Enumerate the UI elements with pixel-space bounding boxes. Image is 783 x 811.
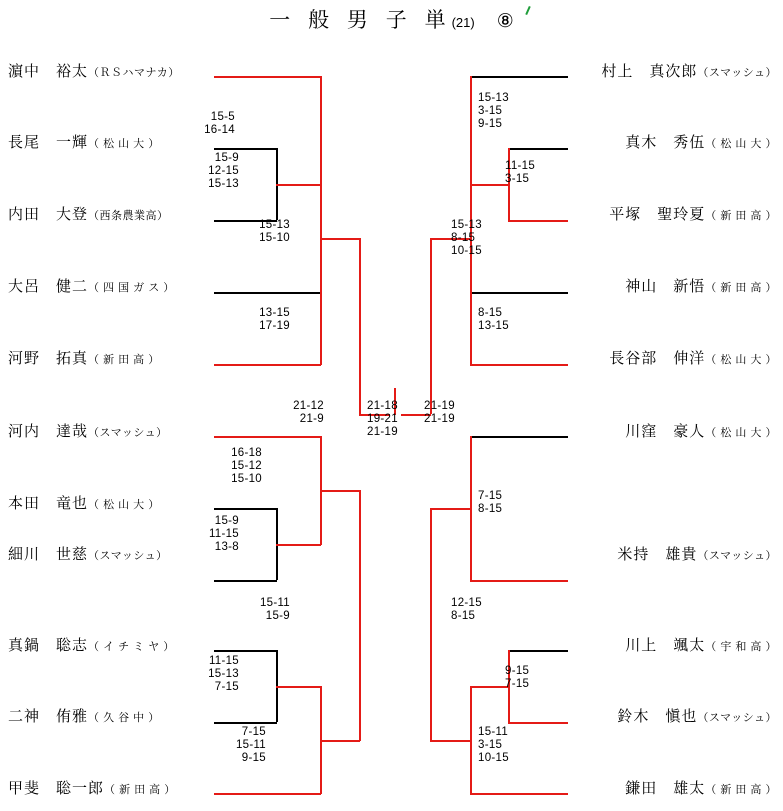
player-name: 甲斐 聡一郎 [8,780,105,797]
bracket-line [214,650,277,652]
score-line: 15-13 [451,219,482,231]
score-line: 3-15 [505,173,530,185]
score-line: 10-15 [451,245,482,257]
list-item [617,543,777,564]
score-line: 15-9 [214,152,239,164]
player-name: 細川 世慈 [8,546,89,563]
bracket-line [470,436,568,438]
match-score [478,726,509,765]
score-line: 7-15 [478,490,503,502]
bracket-line [214,436,321,438]
bracket-line [214,722,277,724]
list-item [625,420,777,441]
player-club: （ 四 国 ガ ス ） [88,282,175,294]
score-line: 9-15 [505,665,530,677]
score-line: 15-10 [259,232,290,244]
player-club: （ 新 田 高 ） [705,210,777,222]
list-item [8,60,180,81]
player-name: 長尾 一輝 [8,134,89,151]
bracket-line [470,76,568,78]
player-club: （ 宇 和 高 ） [705,641,777,653]
bracket-line [320,238,360,240]
score-line: 15-9 [214,515,239,527]
player-name: 鈴木 愼也 [617,708,698,725]
bracket-line [214,76,321,78]
bracket-line [359,490,361,741]
match-score [478,490,502,516]
score-line: 21-9 [299,413,324,425]
list-item [609,347,777,368]
score-line: 16-18 [231,447,262,459]
match-score [478,307,509,333]
match-score [505,665,529,691]
match-score [179,655,239,694]
player-club: （ 新 田 高 ） [104,784,176,796]
page-badge: ⑧ [496,11,514,32]
bracket-line [508,148,568,150]
player-name: 河野 拓真 [8,350,89,367]
player-club: （西条農業高） [88,210,169,222]
bracket-line [276,686,321,688]
bracket-line [470,184,509,186]
score-line: 11-15 [505,160,536,172]
match-score [264,400,324,426]
score-line: 8-15 [478,307,503,319]
bracket-line [214,508,277,510]
score-line: 9-15 [241,752,266,764]
list-item [8,420,168,441]
player-club: （ 松 山 大 ） [88,138,160,150]
list-item [8,492,160,513]
score-line: 10-15 [478,752,509,764]
player-name: 村上 真次郎 [601,63,698,80]
bracket-line [276,544,321,546]
list-item [625,634,777,655]
bracket-line [508,722,568,724]
player-name: 鎌田 雄太 [625,780,706,797]
score-line: 15-13 [259,219,290,231]
bracket-line [470,580,568,582]
score-line: 8-15 [451,610,476,622]
score-line: 3-15 [478,105,503,117]
bracket-line [214,292,321,294]
bracket-line [508,650,568,652]
player-name: 濵中 裕太 [8,63,89,80]
bracket-line [214,148,277,150]
player-club: （ 新 田 高 ） [705,282,777,294]
score-line: 8-15 [451,232,476,244]
score-line: 15-10 [231,473,262,485]
page-title [0,4,783,34]
match-score [230,307,290,333]
bracket-line [470,292,568,294]
score-line: 21-12 [293,400,324,412]
list-item [8,131,160,152]
match-score [230,597,290,623]
match-score [505,160,535,186]
score-line: 21-19 [424,413,455,425]
player-club: （ 新 田 高 ） [88,354,160,366]
bracket-line [470,686,509,688]
list-item [8,705,160,726]
bracket-line [430,238,432,414]
player-name: 米持 雄貴 [617,546,698,563]
list-item [8,275,175,296]
match-score [179,515,239,554]
list-item [8,543,168,564]
list-item [617,705,777,726]
score-line: 15-13 [208,668,239,680]
bracket-line [430,508,432,741]
player-name: 大呂 健二 [8,278,89,295]
match-score [451,219,482,258]
score-line: 9-15 [478,118,503,130]
bracket-line [214,793,321,795]
bracket-line [276,184,321,186]
player-club: （ＲＳハマナカ） [88,67,180,79]
score-line: 15-11 [235,739,266,751]
score-line: 15-9 [265,610,290,622]
match-score [451,597,482,623]
list-item [8,634,175,655]
player-club: （ 新 田 高 ） [705,784,777,796]
match-score [424,400,455,426]
match-score [202,447,262,486]
score-line: 15-5 [210,111,235,123]
bracket-line [470,793,568,795]
player-name: 平塚 聖玲夏 [609,206,706,223]
score-line: 19-21 [367,413,398,425]
match-score [230,219,290,245]
score-line: 15-13 [208,178,239,190]
list-item [8,347,160,368]
player-name: 長谷部 伸洋 [609,350,706,367]
player-club: （スマッシュ） [697,550,777,562]
player-club: （ 松 山 大 ） [705,138,777,150]
player-club: （スマッシュ） [88,550,168,562]
score-line: 13-15 [478,320,509,332]
bracket-line [214,580,277,582]
title-text: 一 般 男 子 単 [269,9,452,32]
score-line: 16-14 [204,124,235,136]
score-line: 11-15 [208,655,239,667]
player-name: 二神 侑雅 [8,708,89,725]
list-item [8,777,176,798]
list-item [625,131,777,152]
match-score [175,111,235,137]
bracket-line [470,364,568,366]
player-name: 内田 大登 [8,206,89,223]
list-item [625,275,777,296]
player-club: （スマッシュ） [697,712,777,724]
score-line: 13-8 [214,541,239,553]
score-line: 15-13 [478,92,509,104]
score-line: 8-15 [478,503,503,515]
bracket-line [320,490,360,492]
player-name: 真鍋 聡志 [8,637,89,654]
bracket-line [320,740,360,742]
player-club: （スマッシュ） [697,67,777,79]
score-line: 13-15 [259,307,290,319]
title-count: (21) [451,15,475,30]
player-name: 河内 達哉 [8,423,89,440]
score-line: 15-11 [478,726,509,738]
score-line: 15-12 [231,460,262,472]
score-line: 17-19 [259,320,290,332]
player-name: 川上 颯太 [625,637,706,654]
player-club: （ 松 山 大 ） [705,427,777,439]
player-club: （ イ チ ミ ヤ ） [88,641,175,653]
list-item [601,60,777,81]
score-line: 12-15 [451,597,482,609]
player-name: 川窪 豪人 [625,423,706,440]
score-line: 7-15 [214,681,239,693]
player-name: 真木 秀伍 [625,134,706,151]
match-score [367,400,398,439]
match-score [179,152,239,191]
score-line: 11-15 [208,528,239,540]
player-name: 神山 新悟 [625,278,706,295]
player-club: （スマッシュ） [88,427,168,439]
list-item [8,203,169,224]
player-club: （ 松 山 大 ） [705,354,777,366]
bracket-line [430,508,471,510]
list-item [625,777,777,798]
player-club: （ 松 山 大 ） [88,499,160,511]
match-score [206,726,266,765]
score-line: 7-15 [241,726,266,738]
player-name: 本田 竜也 [8,495,89,512]
bracket-line [508,220,568,222]
list-item [609,203,777,224]
score-line: 3-15 [478,739,503,751]
bracket-line [430,740,471,742]
player-club: （ 久 谷 中 ） [88,712,160,724]
score-line: 15-11 [259,597,290,609]
score-line: 21-19 [424,400,455,412]
score-line: 21-19 [367,426,398,438]
bracket-line [320,130,322,328]
bracket-line [214,364,321,366]
match-score [478,92,509,131]
score-line: 7-15 [505,678,530,690]
score-line: 12-15 [208,165,239,177]
score-line: 21-18 [367,400,398,412]
bracket-line [359,238,361,414]
